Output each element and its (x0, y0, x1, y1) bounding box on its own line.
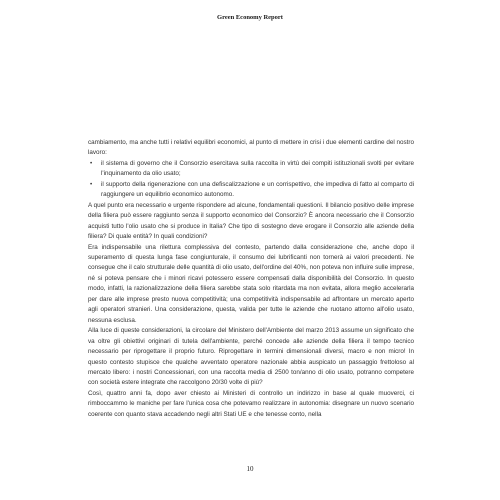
running-head: Green Economy Report (217, 14, 283, 21)
list-item (88, 159, 414, 180)
paragraph: Era indispensabile una rilettura complessiva del contesto, partendo dalla considerazione che, anche dopo il superamento di questa lunga fase congiunturale, il consumo dei lubrificanti non tornerà ai valori precedenti. Ne consegue che il calo strutturale delle quantità di olio usato, dell'ordine del 40%, non poteva non influire sulle imprese, né si poteva pensare che i minori ricavi potessero essere compensati dalla disponibilità del Consorzio. In questo modo, infatti, la razionalizzazione della filiera sarebbe stata solo ritardata ma non evitata, allora meglio accelerarla per dare alle imprese presto nuova competitività; una competitività indispensabile ad affrontare un mercato aperto agli operatori stranieri. Una considerazione, questa, valida per tutte le aziende che ruotano attorno all'olio usato, nessuna esclusa. (88, 243, 414, 324)
list-item (88, 180, 414, 201)
bullet-list (88, 159, 414, 201)
list-item-text: il supporto della rigenerazione con una defiscalizzazione e un corrispettivo, che impediva di fatto al comparto di raggiungere un equilibrio economico autonomo. (101, 180, 414, 199)
paragraph: A quel punto era necessario e urgente rispondere ad alcune, fondamentali questioni. Il bilancio positivo delle imprese della filiera può essere raggiunto senza il supporto economico del Consorzio? È ancora necessario che il Consorzio acquisti tutto l'olio usato che si produce in Italia? Che tipo di sostegno deve erogare il Consorzio alle aziende della filiera? Di quale entità? In quali condizioni? (88, 201, 414, 241)
intro-paragraph: cambiamento, ma anche tutti i relativi equilibri economici, al punto di mettere in crisi i due elementi cardine del nostro lavoro: (88, 139, 414, 157)
paragraph: Così, quattro anni fa, dopo aver chiesto ai Ministeri di controllo un indirizzo in base al quale muoverci, ci rimboccammo le maniche per fare l'unica cosa che potevamo realizzare in autonomia: disegnare un nuovo scenario coerente con quanto stava accadendo negli altri Stati UE e che tenesse conto, nella (88, 389, 414, 418)
body-text (88, 138, 414, 420)
bullet-icon: • (90, 180, 93, 188)
page-number: 10 (246, 465, 254, 473)
list-item-text: il sistema di governo che il Consorzio esercitava sulla raccolta in virtù dei compiti istituzionali svolti per evitare l'inquinamento da olio usato; (101, 159, 414, 178)
paragraph: Alla luce di queste considerazioni, la circolare del Ministero dell'Ambiente del marzo 2013 assume un significato che va oltre gli obiettivi originari di tutela dell'ambiente, perché concede alle aziende della filiera il tempo tecnico necessario per riprogettare il proprio futuro. Riprogettare in termini dimensionali diversi, macro e non micro! In questo contesto stupisce che qualche avventato operatore nazionale abbia auspicato un passaggio frettoloso al mercato libero: i nostri Concessionari, con una raccolta media di 2500 ton/anno di olio usato, potranno competere con società estere integrate che raccolgono 20/30 volte di più? (88, 327, 414, 387)
bullet-icon: • (90, 159, 93, 167)
